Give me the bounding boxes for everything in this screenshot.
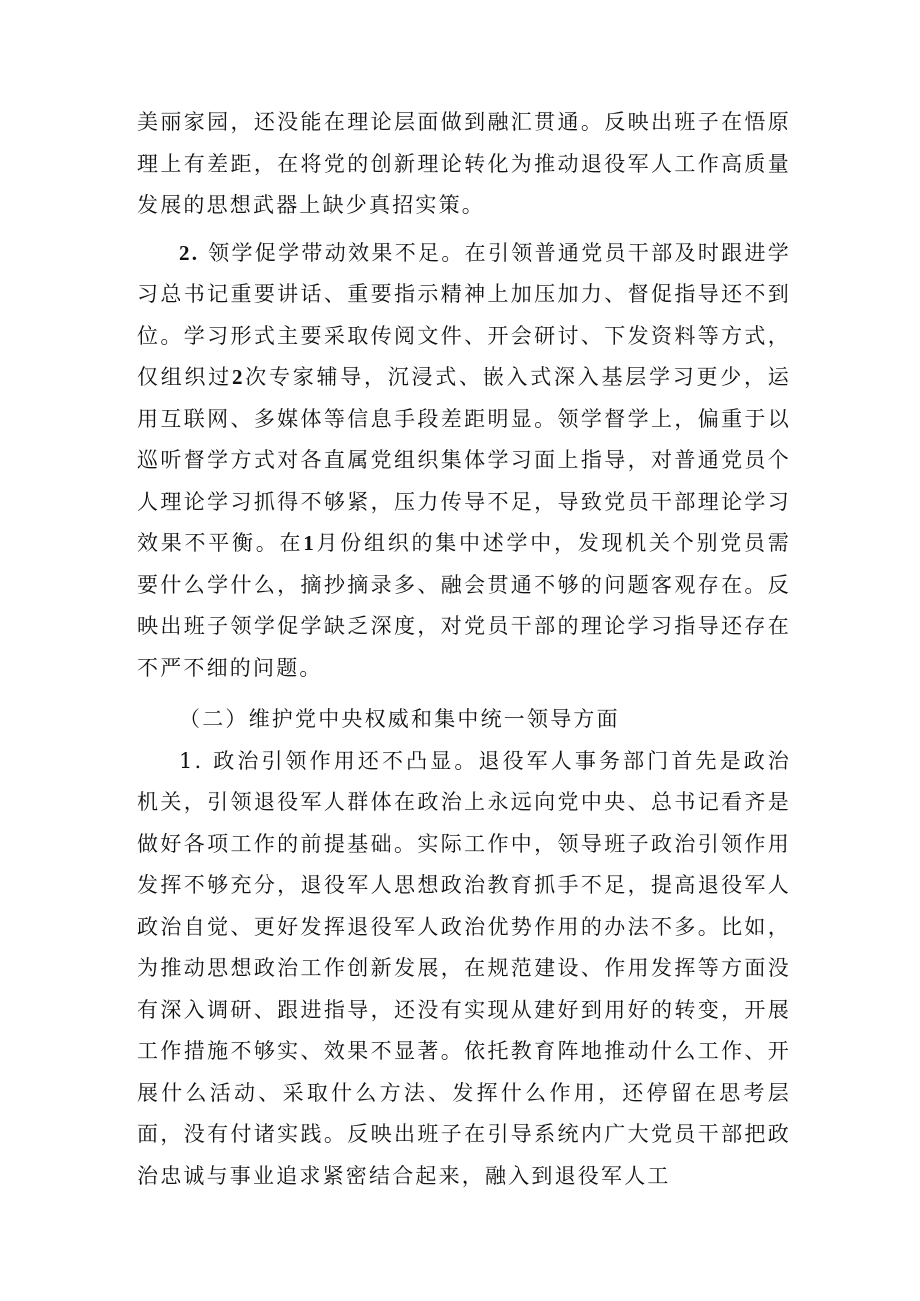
document-body bbox=[137, 102, 791, 1197]
paragraph-text: 月份组织的集中述学中，发现机关个别党员需要什么学什么，摘抄摘录多、融会贯通不够的问题客观存在。反映出班子领学促学缺乏深度，对党员干部的理论学习指导还存在不严不细的问题。 bbox=[137, 531, 791, 680]
paragraph-continued bbox=[137, 102, 791, 227]
count-number: 2 bbox=[232, 365, 245, 389]
month-number: 1 bbox=[303, 531, 316, 555]
paragraph-text: 领学促学带动效果不足。在引领普通党员干部及时跟进学习总书记重要讲话、重要指示精神上加压加力、督促指导还不到位。学习形式主要采取传阅文件、开会研讨、下发资料等方式，仅组织过 bbox=[137, 240, 791, 389]
paragraph-continued-text: 美丽家园，还没能在理论层面做到融汇贯通。反映出班子在悟原理上有差距，在将党的创新理论转化为推动退役军人工作高质量发展的思想武器上缺少真招实策。 bbox=[137, 110, 791, 217]
item-number: 2. bbox=[179, 240, 200, 265]
section-heading bbox=[137, 699, 791, 741]
paragraph-item-1 bbox=[137, 741, 791, 1198]
section-heading-text: （二）维护党中央权威和集中统一领导方面 bbox=[179, 707, 620, 731]
paragraph-text: 1. 政治引领作用还不凸显。退役军人事务部门首先是政治机关，引领退役军人群体在政治上永远向党中央、总书记看齐是做好各项工作的前提基础。实际工作中，领导班子政治引领作用发挥不够充分，退役军人思想政治教育抓手不足，提高退役军人政治自觉、更好发挥退役军人政治优势作用的办法不多。比如，为推动思想政治工作创新发展，在规范建设、作用发挥等方面没有深入调研、跟进指导，还没有实现从建好到用好的转变，开展工作措施不够实、效果不显著。依托教育阵地推动什么工作、开展什么活动、采取什么方法、发挥什么作用，还停留在思考层面，没有付诸实践。反映出班子在引导系统内广大党员干部把政治忠诚与事业追求紧密结合起来，融入到退役军人工 bbox=[137, 748, 791, 1188]
paragraph-text: 次专家辅导，沉浸式、嵌入式深入基层学习更少，运用互联网、多媒体等信息手段差距明显。领学督学上，偏重于以巡听督学方式对各直属党组织集体学习面上指导，对普通党员个人理论学习抓得不够紧，压力传导不足，导致党员干部理论学习效果不平衡。在 bbox=[137, 365, 791, 555]
paragraph-item-2 bbox=[137, 233, 791, 690]
